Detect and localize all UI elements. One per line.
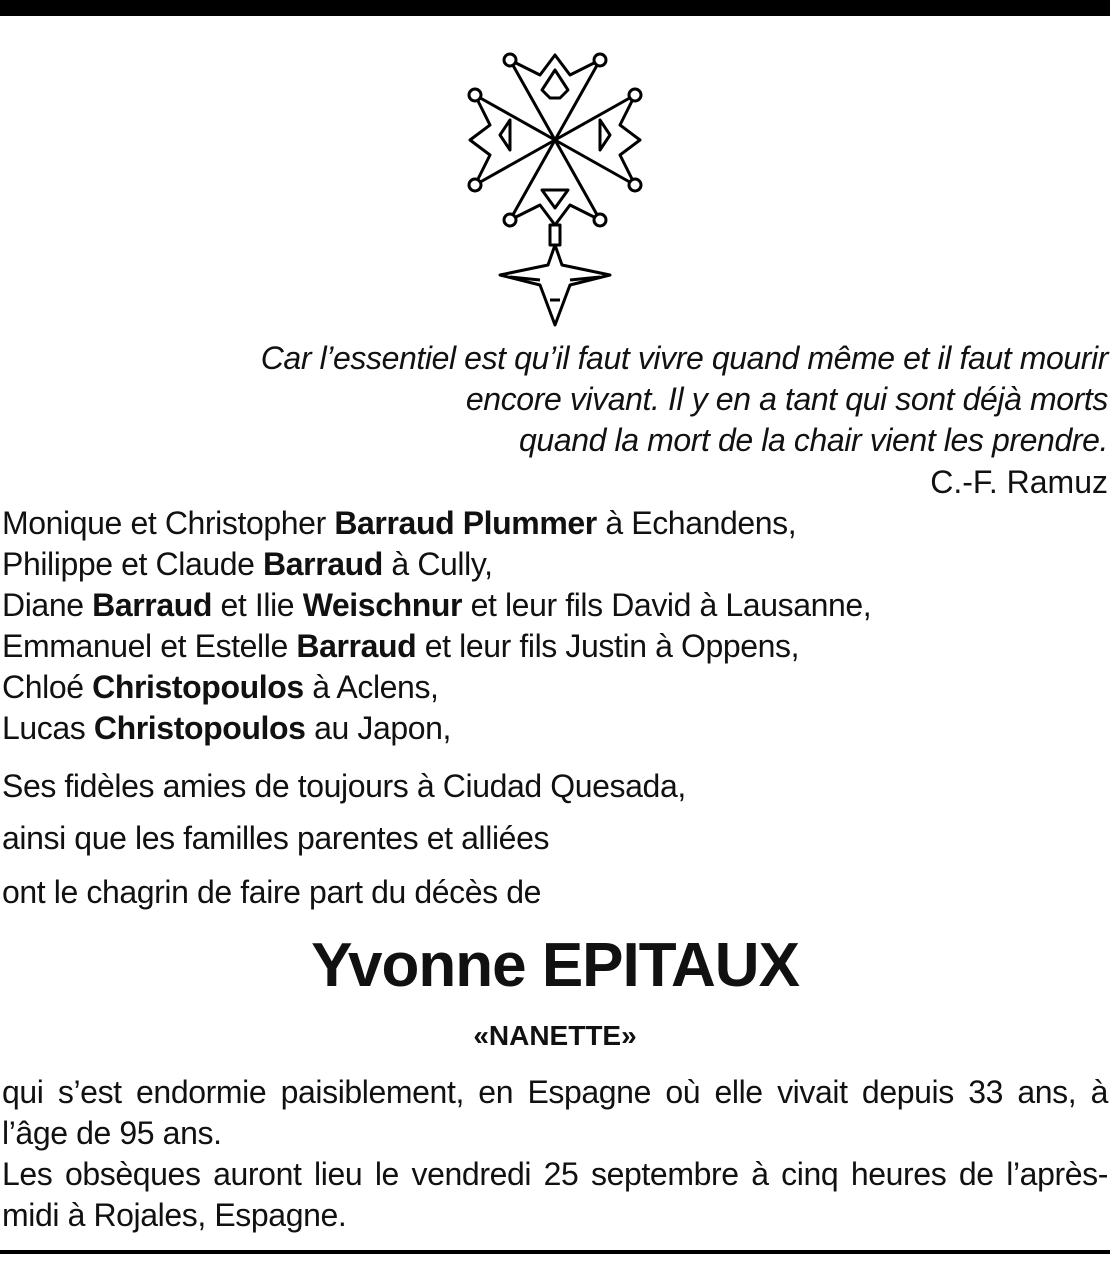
mourner-line: Diane Barraud et Ilie Weischnur et leur fils David à Lausanne, — [2, 587, 872, 623]
deceased-name: Yvonne EPITAUX — [311, 931, 799, 1000]
announcement-line: ont le chagrin de faire part du décès de — [2, 874, 542, 910]
friends-line: Ses fidèles amies de toujours à Ciudad Quesada, — [2, 768, 686, 804]
deceased-nickname: «NANETTE» — [473, 1020, 637, 1051]
mourner-line: Monique et Christopher Barraud Plummer à Echandens, — [2, 505, 797, 541]
top-rule — [0, 0, 1110, 16]
mourner-line: Chloé Christopoulos à Aclens, — [2, 669, 439, 705]
mourner-line: Emmanuel et Estelle Barraud et leur fils Justin à Oppens, — [2, 628, 800, 664]
quote-author: C.-F. Ramuz — [930, 464, 1108, 500]
quote-line: encore vivant. Il y en a tant qui sont déjà morts — [465, 381, 1108, 417]
funeral-paragraph: Les obsèques auront lieu le vendredi 25 septembre à cinq heures de l’après-midi à Rojales, Espagne. — [2, 1156, 1108, 1233]
mourner-line: Lucas Christopoulos au Japon, — [2, 710, 452, 746]
mourner-line: Philippe et Claude Barraud à Cully, — [2, 546, 493, 582]
bottom-rule — [0, 1250, 1110, 1254]
families-line: ainsi que les familles parentes et alliées — [2, 820, 550, 856]
mourners-list — [2, 503, 871, 749]
huguenot-cross-icon — [440, 40, 670, 330]
quote-line: Car l’essentiel est qu’il faut vivre quand même et il faut mourir — [260, 340, 1108, 376]
epigraph-quote — [108, 338, 1108, 461]
quote-line: quand la mort de la chair vient les prendre. — [519, 422, 1108, 458]
notice-paragraph: qui s’est endormie paisiblement, en Espagne où elle vivait depuis 33 ans, à l’âge de 95 ans. — [2, 1074, 1108, 1151]
